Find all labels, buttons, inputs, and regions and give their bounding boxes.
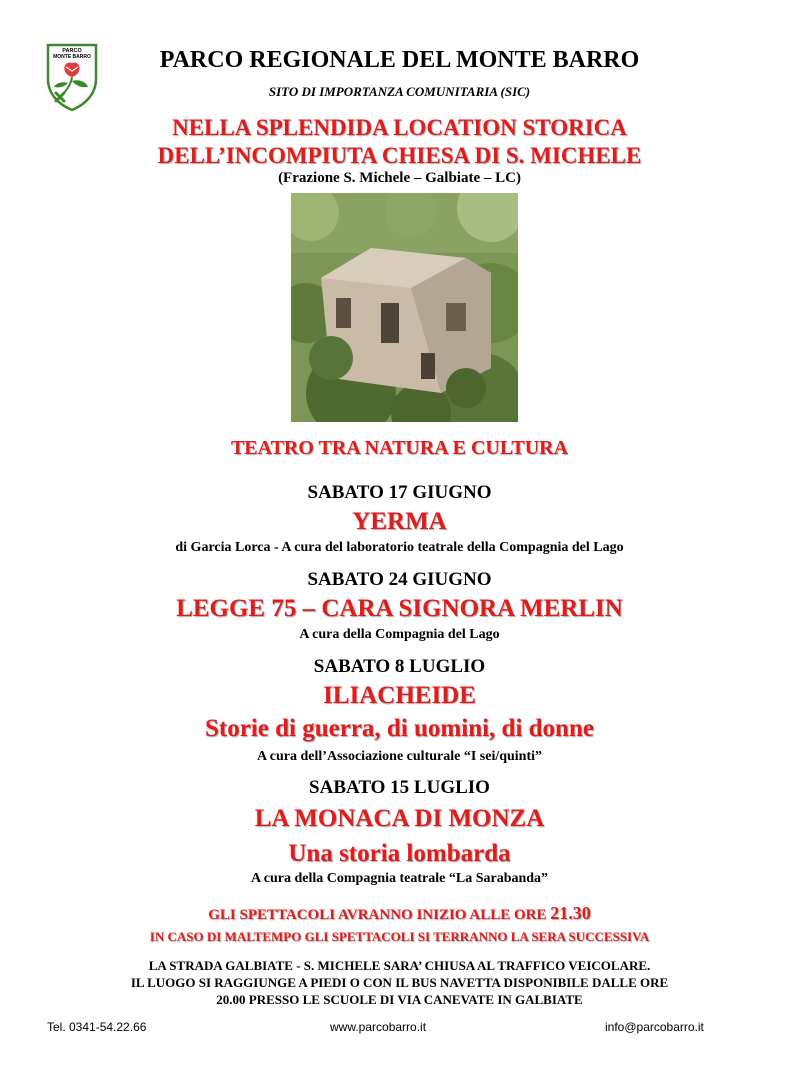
- start-time-value: 21.30: [550, 903, 591, 923]
- footer-phone: Tel. 0341-54.22.66: [47, 1020, 147, 1034]
- start-time-notice: [0, 903, 799, 924]
- event-3-credit: A cura dell’Associazione culturale “I sei/quinti”: [256, 749, 543, 764]
- road-notice-line-1: LA STRADA GALBIATE - S. MICHELE SARA’ CHIUSA AL TRAFFICO VEICOLARE.: [148, 958, 651, 973]
- road-notice-line-3: 20.00 PRESSO LE SCUOLE DI VIA CANEVATE IN GALBIATE: [216, 992, 583, 1007]
- event-4-subtitle: Una storia lombarda: [288, 840, 511, 867]
- location-line-3: (Frazione S. Michele – Galbiate – LC): [278, 170, 521, 186]
- event-4-title: LA MONACA DI MONZA: [254, 805, 545, 832]
- event-3-subtitle: Storie di guerra, di uomini, di donne: [205, 715, 594, 742]
- event-1-date: [0, 482, 799, 504]
- footer-email[interactable]: info@parcobarro.it: [605, 1020, 704, 1034]
- event-2-title: LEGGE 75 – CARA SIGNORA MERLIN: [176, 595, 623, 622]
- event-2-credit: A cura della Compagnia del Lago: [299, 627, 500, 642]
- location-line-2: DELL’INCOMPIUTA CHIESA DI S. MICHELE: [157, 143, 642, 168]
- logo-text-1: PARCO: [62, 48, 82, 54]
- start-time-text: GLI SPETTACOLI AVRANNO INIZIO ALLE ORE: [208, 907, 551, 923]
- church-ruin-photo: [291, 193, 518, 422]
- location-line-1: NELLA SPLENDIDA LOCATION STORICA: [172, 115, 627, 140]
- event-1-title: YERMA: [352, 508, 447, 535]
- park-title: PARCO REGIONALE DEL MONTE BARRO: [159, 47, 640, 73]
- logo-text-2: MONTE BARRO: [53, 54, 91, 60]
- event-1-credit: di Garcia Lorca - A cura del laboratorio teatrale della Compagnia del Lago: [175, 540, 624, 555]
- rain-notice: IN CASO DI MALTEMPO GLI SPETTACOLI SI TERRANNO LA SERA SUCCESSIVA: [149, 929, 650, 944]
- footer-website[interactable]: www.parcobarro.it: [330, 1020, 427, 1034]
- event-4-credit: A cura della Compagnia teatrale “La Sarabanda”: [250, 871, 549, 886]
- event-1-date-text: SABATO 17 GIUGNO: [307, 482, 492, 503]
- event-3-date: SABATO 8 LUGLIO: [313, 656, 486, 677]
- event-2-date: SABATO 24 GIUGNO: [307, 569, 492, 590]
- event-4-date: SABATO 15 LUGLIO: [309, 777, 490, 798]
- road-notice-line-2: IL LUOGO SI RAGGIUNGE A PIEDI O CON IL BUS NAVETTA DISPONIBILE DALLE ORE: [130, 975, 669, 990]
- event-3-title: ILIACHEIDE: [323, 682, 476, 709]
- event-section-title: TEATRO TRA NATURA E CULTURA: [230, 437, 569, 459]
- park-subtitle: SITO DI IMPORTANZA COMUNITARIA (SIC): [268, 84, 531, 99]
